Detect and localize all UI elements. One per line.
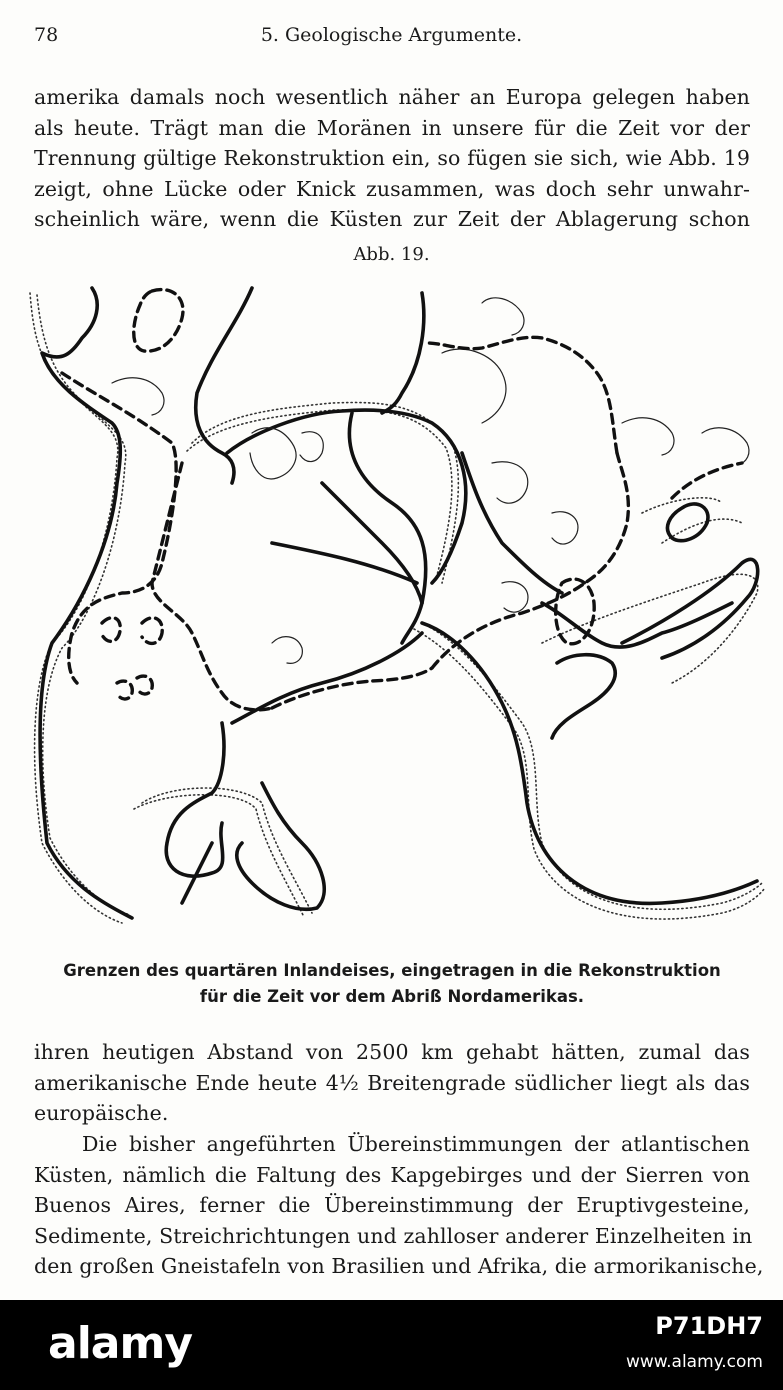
text-line: Buenos Aires, ferner die Übereinstimmung der Eruptivgesteine, [34, 1193, 750, 1217]
text-line: amerikanische Ende heute 4½ Breitengrade südlicher liegt als das [34, 1070, 750, 1095]
caption-line: für die Zeit vor dem Abriß Nordamerikas. [199, 987, 585, 1006]
text-line: zeigt, ohne Lücke oder Knick zusammen, was doch sehr unwahr- [34, 176, 750, 201]
text-line: als heute. Trägt man die Moränen in unsere für die Zeit vor der [34, 115, 750, 140]
image-code: P71DH7 [655, 1312, 763, 1340]
figure-label: Abb. 19. [353, 244, 430, 265]
continent-outlines [40, 288, 758, 918]
text-line: amerika damals noch wesentlich näher an Europa gelegen haben [34, 85, 750, 109]
watermark-bar [0, 1300, 783, 1390]
caption-line: Grenzen des quartären Inlandeises, eingetragen in die Rekonstruktion [63, 961, 721, 980]
alamy-logo: alamy [48, 1318, 192, 1369]
page-number: 78 [34, 24, 59, 46]
coast-detail [112, 298, 749, 664]
text-line: Die bisher angeführten Übereinstimmungen der atlantischen [82, 1132, 750, 1156]
text-line: europäische. [34, 1101, 169, 1125]
figure-caption [34, 958, 750, 1010]
paragraph-top [34, 82, 750, 235]
text-line: den großen Gneistafeln von Brasilien und Afrika, die armorikanische, [34, 1254, 764, 1278]
page-header [34, 24, 749, 54]
watermark-url: www.alamy.com [625, 1352, 763, 1372]
text-line: Küsten, nämlich die Faltung des Kapgebirges und der Sierren von [34, 1162, 750, 1187]
text-line: scheinlich wäre, wenn die Küsten zur Zeit der Ablagerung schon [34, 207, 750, 231]
paragraph-bottom [34, 1037, 750, 1129]
ice-sheet-reconstruction-map [22, 283, 767, 938]
text-line: ihren heutigen Abstand von 2500 km gehabt hätten, zumal das [34, 1040, 750, 1064]
running-head: 5. Geologische Argumente. [260, 24, 523, 46]
text-line: Trennung gültige Rekonstruktion ein, so fügen sie sich, wie Abb. 19 [34, 146, 750, 170]
text-line: Sedimente, Streichrichtungen und zahlloser anderer Einzelheiten in [34, 1223, 753, 1248]
paragraph-next [34, 1129, 764, 1282]
image-id [626, 1312, 763, 1372]
shelf-stipple [30, 293, 764, 923]
